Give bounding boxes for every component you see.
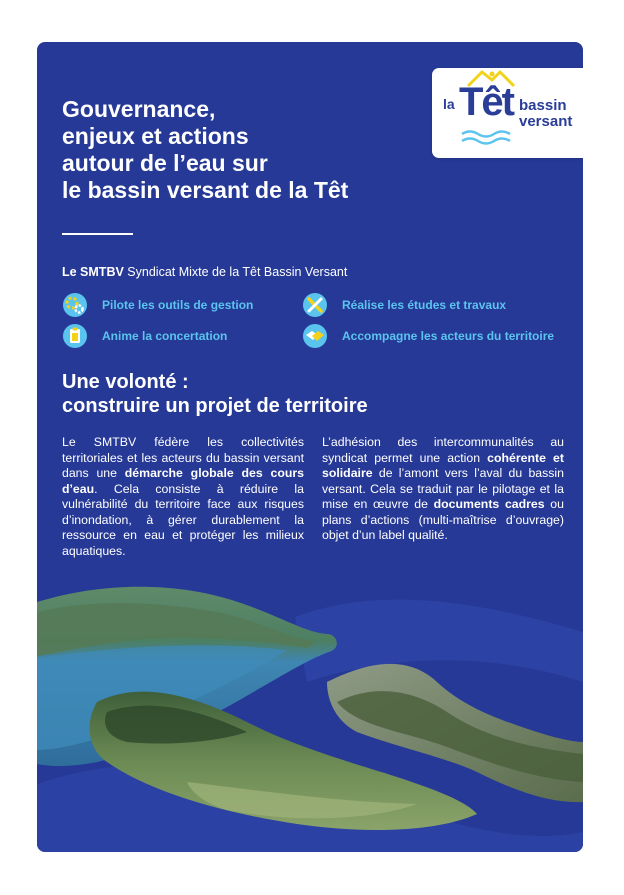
body-emphasis: cohérente et solidaire bbox=[322, 450, 564, 480]
action-label: Réalise les études et travaux bbox=[342, 298, 507, 312]
title-divider bbox=[62, 233, 133, 235]
action-label: Pilote les outils de gestion bbox=[102, 298, 254, 312]
handshake-icon bbox=[302, 323, 328, 349]
logo-versant-text: versant bbox=[519, 113, 573, 130]
logo-bassin-text: bassin bbox=[519, 97, 567, 114]
logo-la-text: la bbox=[443, 96, 455, 112]
body-text: ou plans d’actions (multi-maîtrise d’ouvrage) objet d’un label qualité. bbox=[322, 497, 564, 542]
subtitle-line: construire un projet de territoire bbox=[62, 395, 368, 417]
title-line: Gouvernance, bbox=[62, 96, 216, 122]
action-item bbox=[302, 292, 506, 318]
section-subtitle bbox=[62, 370, 368, 418]
clipboard-icon bbox=[62, 323, 88, 349]
action-label: Anime la concertation bbox=[102, 329, 228, 343]
body-text: Le SMTBV fédère les collectivités territoriales et les acteurs du bassin versant dans une bbox=[62, 435, 304, 480]
tools-icon bbox=[302, 292, 328, 318]
body-emphasis: démarche globale des cours d’eau bbox=[62, 466, 304, 496]
subtitle-line: Une volonté : bbox=[62, 371, 189, 393]
org-full-name: Syndicat Mixte de la Têt Bassin Versant bbox=[127, 265, 348, 279]
body-text: L’adhésion des intercommunalités au syndicat permet une action bbox=[322, 435, 564, 465]
action-label: Accompagne les acteurs du territoire bbox=[342, 329, 555, 343]
page-title bbox=[62, 96, 482, 204]
action-item bbox=[62, 292, 253, 318]
action-item bbox=[62, 323, 227, 349]
body-emphasis: documents cadres bbox=[433, 497, 545, 511]
title-line: enjeux et actions bbox=[62, 123, 249, 149]
body-text: . Cela consiste à réduire la vulnérabilité du territoire face aux risques d’inondation, à gérer durablement la ressource en eau et protéger les milieux aquatiques. bbox=[62, 481, 304, 558]
body-column-right bbox=[322, 435, 564, 544]
title-line: autour de l’eau sur bbox=[62, 150, 268, 176]
logo-tet-text: Têt bbox=[459, 80, 513, 124]
body-column-left bbox=[62, 435, 304, 559]
title-line: le bassin versant de la Têt bbox=[62, 177, 349, 203]
body-text: de l’amont vers l’aval du bassin versant. Cela se traduit par le pilotage et la mise en œuvre de bbox=[322, 466, 564, 511]
org-intro bbox=[62, 265, 347, 279]
org-acronym: Le SMTBV bbox=[62, 265, 124, 279]
gears-icon bbox=[62, 292, 88, 318]
action-item bbox=[302, 323, 554, 349]
